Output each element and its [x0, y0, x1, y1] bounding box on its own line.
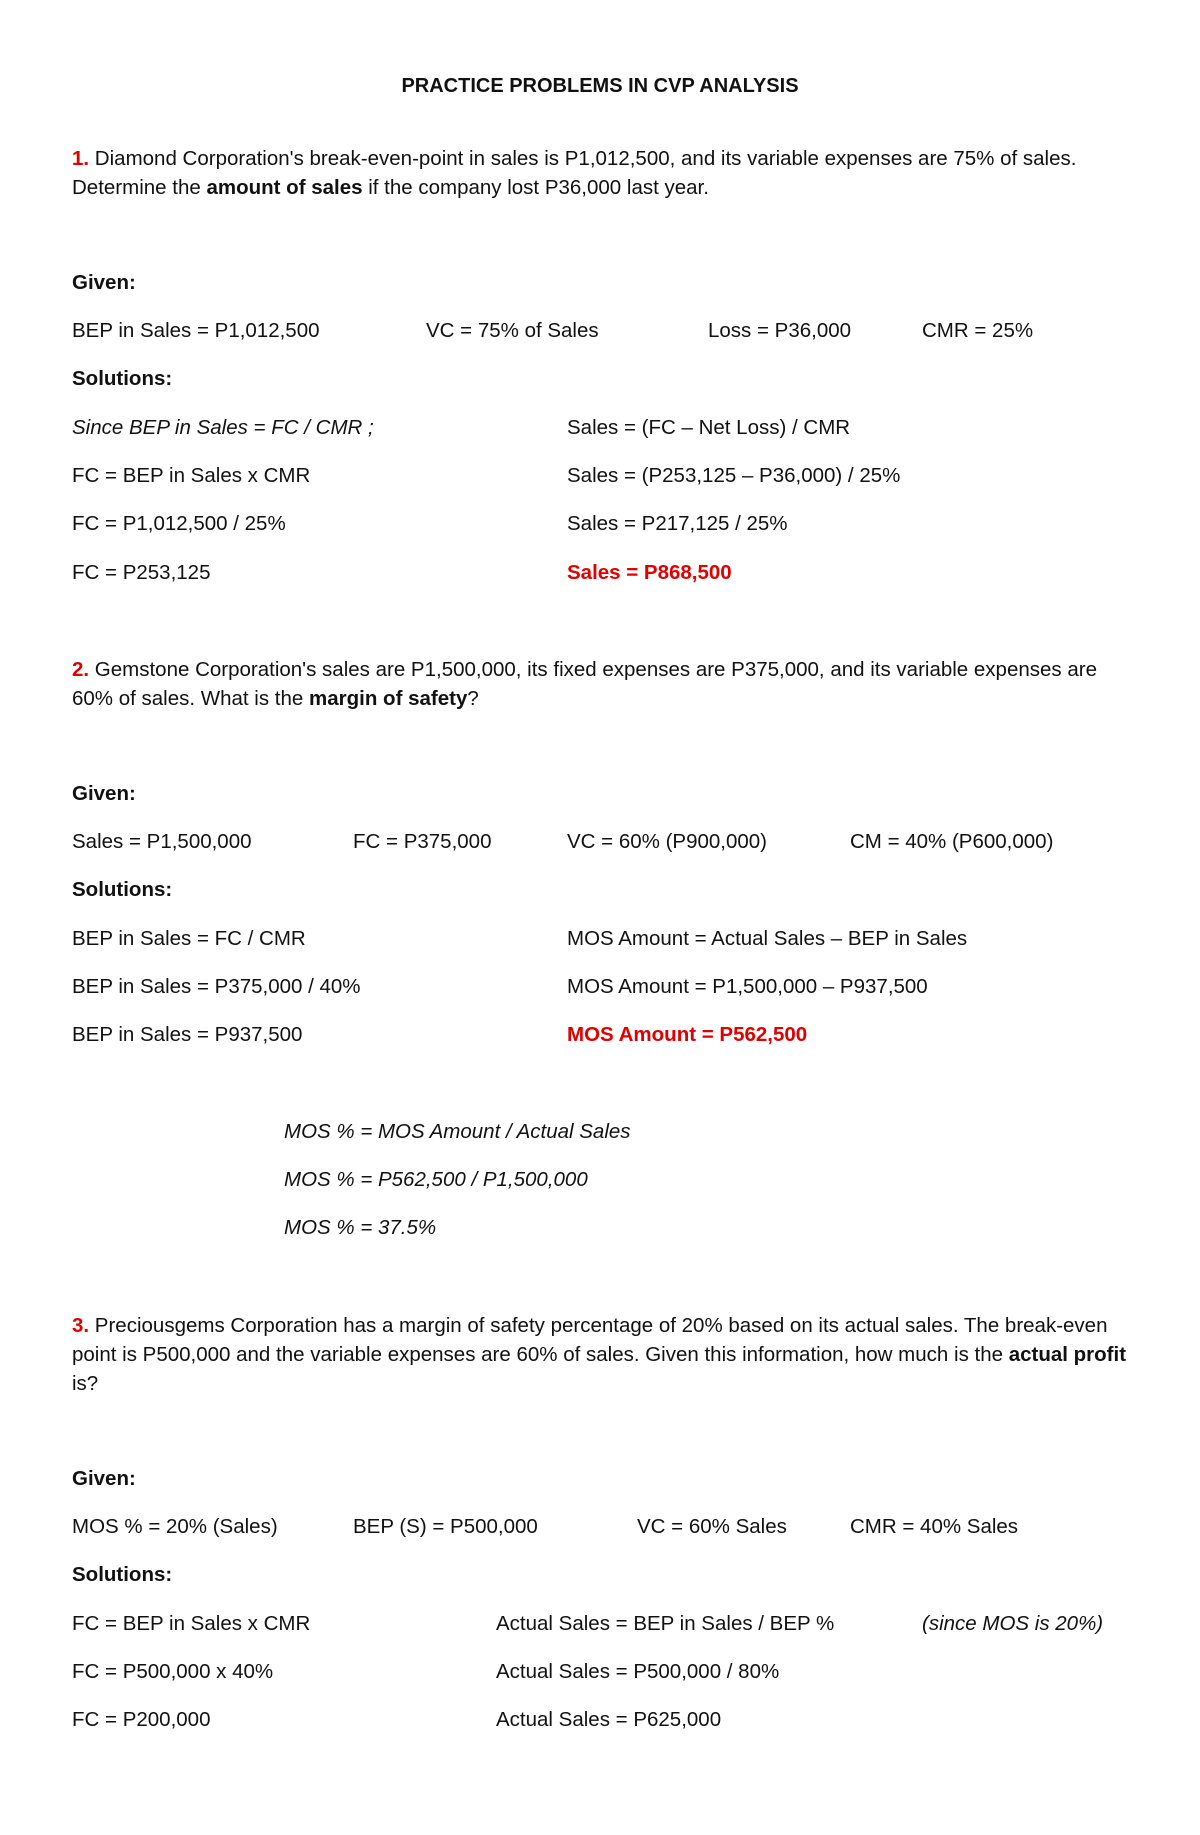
question-emphasis: actual profit — [1008, 1343, 1127, 1366]
given-item: CMR = 40% Sales — [850, 1515, 1019, 1538]
final-answer: Sales = P868,500 — [567, 561, 732, 584]
solution-step: BEP in Sales = P375,000 / 40% — [72, 975, 361, 998]
solution-step: Sales = (FC – Net Loss) / CMR — [567, 416, 851, 439]
solution-step: FC = BEP in Sales x CMR — [72, 1612, 311, 1635]
problem-1-question — [72, 144, 1132, 202]
given-item: CMR = 25% — [922, 319, 1034, 342]
solution-step: BEP in Sales = FC / CMR — [72, 927, 306, 950]
problem-2-question — [72, 655, 1132, 713]
side-note: (since MOS is 20%) — [922, 1612, 1104, 1635]
solution-step: Since BEP in Sales = FC / CMR ; — [72, 416, 374, 439]
given-item: Sales = P1,500,000 — [72, 830, 252, 853]
given-item: Loss = P36,000 — [708, 319, 852, 342]
mos-step: MOS % = P562,500 / P1,500,000 — [284, 1168, 588, 1191]
given-label: Given: — [72, 1467, 136, 1490]
given-item: BEP in Sales = P1,012,500 — [72, 319, 320, 342]
solution-step: Sales = (P253,125 – P36,000) / 25% — [567, 464, 901, 487]
solutions-label: Solutions: — [72, 367, 173, 390]
solution-step: FC = P500,000 x 40% — [72, 1660, 274, 1683]
given-item: VC = 60% (P900,000) — [567, 830, 767, 853]
problem-number: 1. — [72, 147, 90, 170]
mos-step: MOS % = 37.5% — [284, 1216, 437, 1239]
given-item: VC = 60% Sales — [637, 1515, 787, 1538]
problem-number: 2. — [72, 658, 90, 681]
question-text: ? — [467, 687, 479, 710]
solutions-label: Solutions: — [72, 878, 173, 901]
question-text: Diamond Corporation's break-even-point in sales is P1,012,500, and its variable expenses are 75% of sales. Determine the — [72, 147, 1077, 199]
question-text: Gemstone Corporation's sales are P1,500,000, its fixed expenses are P375,000, and its variable expenses are 60% of sales. What is the — [72, 658, 1097, 710]
given-item: VC = 75% of Sales — [426, 319, 599, 342]
solution-step: Actual Sales = P500,000 / 80% — [496, 1660, 780, 1683]
mos-step: MOS % = MOS Amount / Actual Sales — [284, 1120, 631, 1143]
problem-3-question — [72, 1311, 1132, 1398]
question-text: if the company lost P36,000 last year. — [362, 176, 709, 199]
solution-step: MOS Amount = Actual Sales – BEP in Sales — [567, 927, 968, 950]
solution-step: FC = P1,012,500 / 25% — [72, 512, 286, 535]
solutions-label: Solutions: — [72, 1563, 173, 1586]
question-text: is? — [72, 1372, 99, 1395]
given-item: FC = P375,000 — [353, 830, 492, 853]
solution-step: FC = P200,000 — [72, 1708, 211, 1731]
solution-step: FC = P253,125 — [72, 561, 211, 584]
given-label: Given: — [72, 271, 136, 294]
solution-step: BEP in Sales = P937,500 — [72, 1023, 303, 1046]
given-item: CM = 40% (P600,000) — [850, 830, 1054, 853]
question-emphasis: amount of sales — [206, 176, 363, 199]
solution-step: Sales = P217,125 / 25% — [567, 512, 788, 535]
given-item: MOS % = 20% (Sales) — [72, 1515, 278, 1538]
solution-step: FC = BEP in Sales x CMR — [72, 464, 311, 487]
question-text: Preciousgems Corporation has a margin of safety percentage of 20% based on its actual sales. The break-even point is P500,000 and the variable expenses are 60% of sales. Given this information, how much is the — [72, 1314, 1108, 1366]
solution-step: MOS Amount = P1,500,000 – P937,500 — [567, 975, 928, 998]
problem-number: 3. — [72, 1314, 90, 1337]
question-emphasis: margin of safety — [309, 687, 468, 710]
page-title: PRACTICE PROBLEMS IN CVP ANALYSIS — [401, 75, 799, 97]
solution-step: Actual Sales = BEP in Sales / BEP % — [496, 1612, 835, 1635]
solution-step: Actual Sales = P625,000 — [496, 1708, 722, 1731]
final-answer: MOS Amount = P562,500 — [567, 1023, 808, 1046]
given-item: BEP (S) = P500,000 — [353, 1515, 538, 1538]
given-label: Given: — [72, 782, 136, 805]
